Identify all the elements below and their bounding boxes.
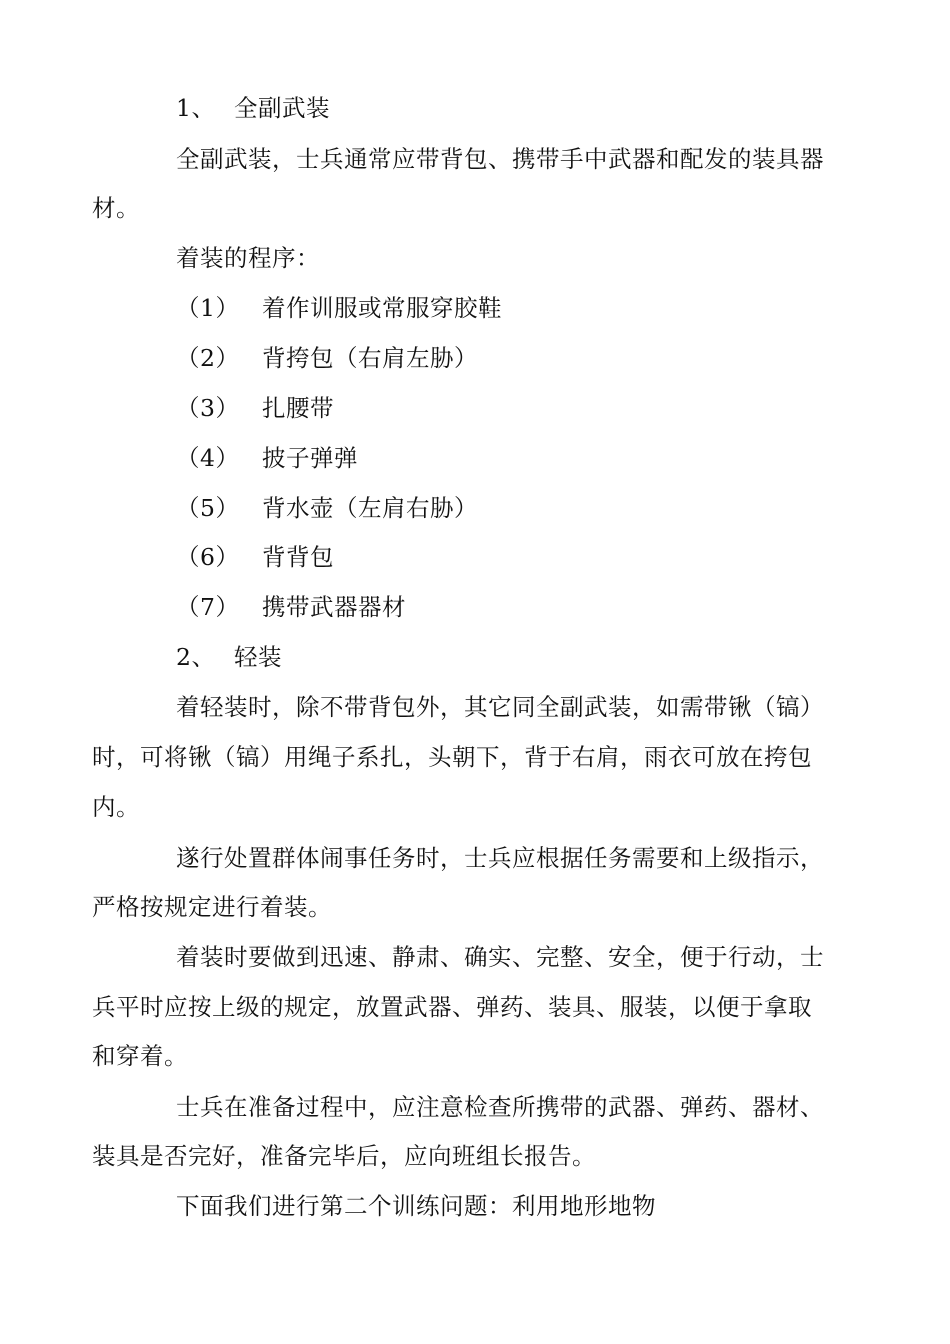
procedure-step [176,343,478,373]
section-number: 1、 [176,94,216,122]
step-number: （1） [176,294,240,322]
step-text: 背挎包（右肩左胁） [262,344,478,372]
section-number: 2、 [176,643,216,671]
paragraph-line: 着轻装时，除不带背包外，其它同全副武装，如需带锹（镐） [176,693,824,721]
step-text: 背水壶（左肩右胁） [262,494,478,522]
paragraph-line: 着装时要做到迅速、静肃、确实、完整、安全，便于行动，士 [176,943,824,971]
step-number: （4） [176,444,240,472]
procedure-label: 着装的程序： [176,244,320,272]
procedure-step [176,493,478,523]
paragraph-line: 遂行处置群体闹事任务时，士兵应根据任务需要和上级指示， [176,844,824,872]
step-number: （6） [176,543,240,571]
section-title: 轻装 [234,643,282,671]
section-2-heading [176,642,282,672]
paragraph-line: 装具是否完好，准备完毕后，应向班组长报告。 [92,1142,596,1170]
paragraph-line: 下面我们进行第二个训练问题：利用地形地物 [176,1192,656,1220]
paragraph-line: 内。 [92,793,140,821]
procedure-step [176,393,334,423]
procedure-step [176,443,358,473]
paragraph-line: 材。 [92,194,140,222]
step-number: （2） [176,344,240,372]
procedure-step [176,293,502,323]
paragraph-line: 全副武装，士兵通常应带背包、携带手中武器和配发的装具器 [176,145,824,173]
step-text: 背背包 [262,543,334,571]
paragraph-line: 兵平时应按上级的规定，放置武器、弹药、装具、服装，以便于拿取 [92,993,812,1021]
step-number: （7） [176,593,240,621]
procedure-step [176,592,406,622]
paragraph-line: 士兵在准备过程中，应注意检查所携带的武器、弹药、器材、 [176,1093,824,1121]
step-text: 扎腰带 [262,394,334,422]
step-text: 携带武器器材 [262,593,406,621]
section-1-heading [176,93,330,123]
paragraph-line: 和穿着。 [92,1042,188,1070]
section-title: 全副武装 [234,94,330,122]
step-text: 着作训服或常服穿胶鞋 [262,294,502,322]
procedure-step [176,542,334,572]
paragraph-line: 严格按规定进行着装。 [92,893,332,921]
paragraph-line: 时，可将锹（镐）用绳子系扎，头朝下，背于右肩，雨衣可放在挎包 [92,743,812,771]
step-number: （3） [176,394,240,422]
step-number: （5） [176,494,240,522]
step-text: 披子弹弹 [262,444,358,472]
